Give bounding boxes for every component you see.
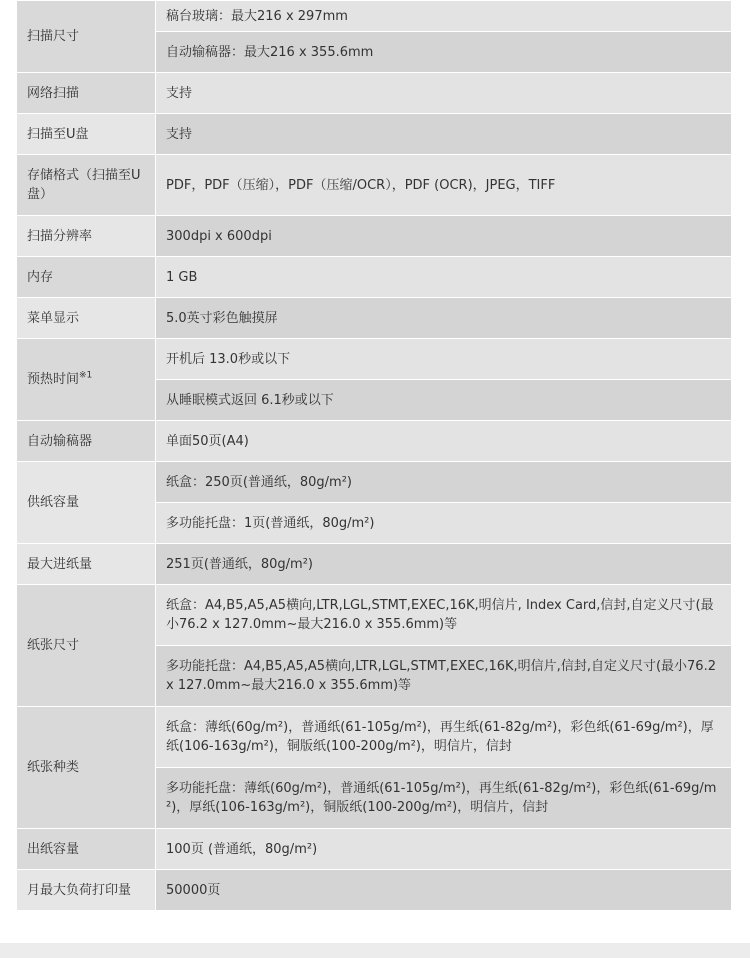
spec-value: 多功能托盘：1页(普通纸，80g/m²) bbox=[156, 503, 732, 544]
spec-label: 菜单显示 bbox=[17, 298, 156, 339]
spec-value: 支持 bbox=[156, 114, 732, 155]
spec-label: 扫描分辨率 bbox=[17, 216, 156, 257]
spec-row-duty-cycle bbox=[17, 870, 732, 911]
footnote-mark: ※1 bbox=[79, 370, 93, 381]
spec-row-scan-to-usb bbox=[17, 114, 732, 155]
spec-value: 纸盒：薄纸(60g/m²)，普通纸(61-105g/m²)，再生纸(61-82g/m²)，彩色纸(61-69g/m²)，厚纸(106-163g/m²)，铜版纸(100-200g/m²)，明信片，信封 bbox=[156, 707, 732, 768]
spec-row-scan-resolution bbox=[17, 216, 732, 257]
spec-value: 多功能托盘：薄纸(60g/m²)，普通纸(61-105g/m²)，再生纸(61-82g/m²)，彩色纸(61-69g/m²)，厚纸(106-163g/m²)，铜版纸(100-200g/m²)，明信片，信封 bbox=[156, 768, 732, 829]
spec-row-memory bbox=[17, 257, 732, 298]
spec-label: 扫描尺寸 bbox=[17, 1, 156, 73]
spec-label: 网络扫描 bbox=[17, 73, 156, 114]
spec-table bbox=[16, 0, 732, 911]
spec-label: 最大进纸量 bbox=[17, 544, 156, 585]
spec-label: 纸张种类 bbox=[17, 707, 156, 829]
spec-value: 稿台玻璃：最大216 x 297mm bbox=[156, 1, 732, 32]
spec-value: 纸盒：A4,B5,A5,A5横向,LTR,LGL,STMT,EXEC,16K,明信片, Index Card,信封,自定义尺寸(最小76.2 x 127.0mm~最大216.0 x 355.6mm)等 bbox=[156, 585, 732, 646]
spec-row-paper-type bbox=[17, 707, 732, 768]
spec-value: PDF，PDF（压缩），PDF（压缩/OCR），PDF (OCR)，JPEG，TIFF bbox=[156, 155, 732, 216]
spec-value: 50000页 bbox=[156, 870, 732, 911]
spec-value: 1 GB bbox=[156, 257, 732, 298]
spec-value: 单面50页(A4) bbox=[156, 421, 732, 462]
spec-label: 纸张尺寸 bbox=[17, 585, 156, 707]
spec-row-menu-display bbox=[17, 298, 732, 339]
spec-row-storage-format bbox=[17, 155, 732, 216]
page-footer-band bbox=[0, 943, 750, 958]
spec-value: 100页 (普通纸，80g/m²) bbox=[156, 829, 732, 870]
spec-value: 多功能托盘：A4,B5,A5,A5横向,LTR,LGL,STMT,EXEC,16K,明信片,信封,自定义尺寸(最小76.2 x 127.0mm~最大216.0 x 355.6mm)等 bbox=[156, 646, 732, 707]
spec-value: 5.0英寸彩色触摸屏 bbox=[156, 298, 732, 339]
spec-label: 内存 bbox=[17, 257, 156, 298]
spec-label: 月最大负荷打印量 bbox=[17, 870, 156, 911]
spec-value: 纸盒：250页(普通纸，80g/m²) bbox=[156, 462, 732, 503]
spec-row-paper-capacity bbox=[17, 462, 732, 503]
spec-label bbox=[17, 339, 156, 421]
spec-label: 自动输稿器 bbox=[17, 421, 156, 462]
spec-row-warmup-time bbox=[17, 339, 732, 380]
spec-value: 300dpi x 600dpi bbox=[156, 216, 732, 257]
spec-label: 存储格式（扫描至U盘） bbox=[17, 155, 156, 216]
spec-value: 支持 bbox=[156, 73, 732, 114]
spec-row-output-capacity bbox=[17, 829, 732, 870]
spec-label: 供纸容量 bbox=[17, 462, 156, 544]
spec-value: 从睡眠模式返回 6.1秒或以下 bbox=[156, 380, 732, 421]
spec-label: 出纸容量 bbox=[17, 829, 156, 870]
spec-value: 开机后 13.0秒或以下 bbox=[156, 339, 732, 380]
spec-row-scan-size bbox=[17, 1, 732, 32]
spec-row-paper-size bbox=[17, 585, 732, 646]
spec-label: 扫描至U盘 bbox=[17, 114, 156, 155]
spec-row-max-input bbox=[17, 544, 732, 585]
spec-value: 251页(普通纸，80g/m²) bbox=[156, 544, 732, 585]
spec-value: 自动输稿器：最大216 x 355.6mm bbox=[156, 32, 732, 73]
spec-row-network-scan bbox=[17, 73, 732, 114]
spec-label-text: 预热时间 bbox=[27, 372, 80, 387]
spec-row-adf bbox=[17, 421, 732, 462]
